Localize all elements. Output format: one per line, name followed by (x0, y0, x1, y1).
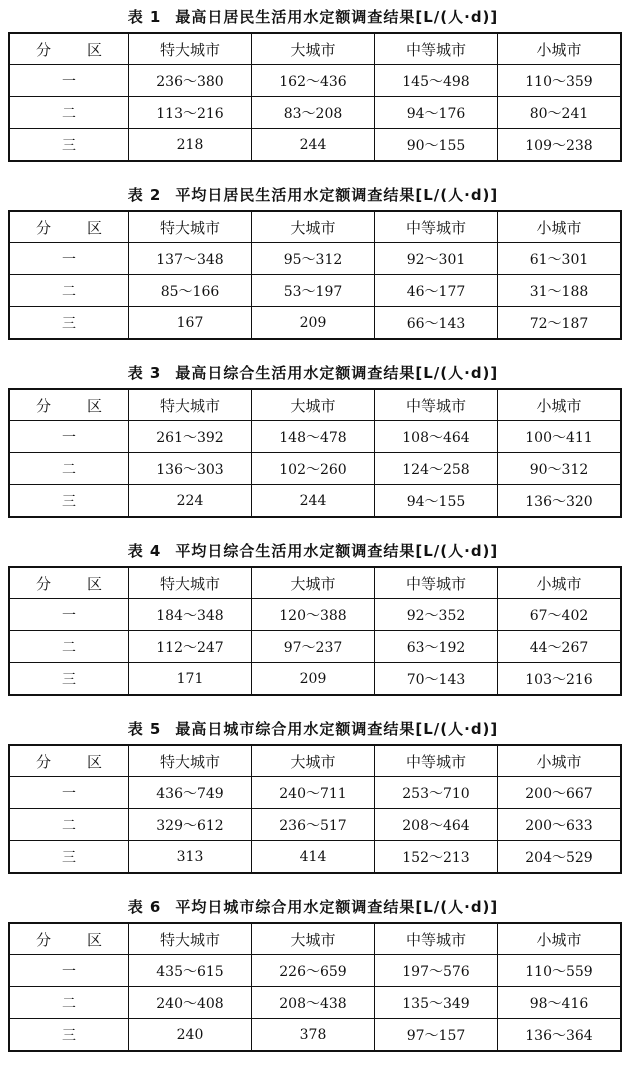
value-cell: 110～559 (498, 955, 622, 987)
value-cell: 200～667 (498, 777, 622, 809)
table-row (9, 663, 621, 696)
table-row (9, 485, 621, 518)
zone-cell: 一 (9, 955, 129, 987)
value-cell: 200～633 (498, 809, 622, 841)
water-quota-table (8, 32, 622, 162)
column-header: 小城市 (498, 567, 622, 599)
value-cell: 136～303 (129, 453, 252, 485)
zone-cell: 一 (9, 243, 129, 275)
value-cell: 102～260 (252, 453, 375, 485)
value-cell: 31～188 (498, 275, 622, 307)
table-row (9, 129, 621, 162)
value-cell: 378 (252, 1019, 375, 1052)
table-row (9, 453, 621, 485)
value-cell: 236～517 (252, 809, 375, 841)
column-header: 小城市 (498, 211, 622, 243)
value-cell: 94～155 (375, 485, 498, 518)
value-cell: 167 (129, 307, 252, 340)
value-cell: 103～216 (498, 663, 622, 696)
value-cell: 152～213 (375, 841, 498, 874)
zone-cell: 一 (9, 599, 129, 631)
table-block (8, 180, 618, 340)
value-cell: 145～498 (375, 65, 498, 97)
zone-cell: 二 (9, 631, 129, 663)
value-cell: 90～155 (375, 129, 498, 162)
table-block (8, 2, 618, 162)
value-cell: 85～166 (129, 275, 252, 307)
value-cell: 204～529 (498, 841, 622, 874)
zone-cell: 一 (9, 65, 129, 97)
value-cell: 109～238 (498, 129, 622, 162)
header-zone-char: 分 (35, 574, 51, 593)
table-row (9, 65, 621, 97)
value-cell: 44～267 (498, 631, 622, 663)
column-header: 大城市 (252, 745, 375, 777)
table-title: 最高日综合生活用水定额调查结果[L/(人·d)] (175, 364, 499, 382)
table-row (9, 599, 621, 631)
zone-cell: 二 (9, 453, 129, 485)
header-zone-char: 区 (87, 930, 103, 949)
value-cell: 240 (129, 1019, 252, 1052)
header-zone-char: 区 (87, 40, 103, 59)
column-header: 特大城市 (129, 567, 252, 599)
value-cell: 208～438 (252, 987, 375, 1019)
value-cell: 92～301 (375, 243, 498, 275)
table-title: 平均日综合生活用水定额调查结果[L/(人·d)] (175, 542, 499, 560)
table-caption (8, 536, 618, 566)
value-cell: 72～187 (498, 307, 622, 340)
table-row (9, 1019, 621, 1052)
table-number: 表 5 (127, 720, 162, 738)
zone-cell: 三 (9, 1019, 129, 1052)
header-zone (9, 567, 129, 599)
value-cell: 313 (129, 841, 252, 874)
water-quota-table (8, 388, 622, 518)
column-header: 中等城市 (375, 389, 498, 421)
water-quota-table (8, 922, 622, 1052)
table-row (9, 275, 621, 307)
header-zone-char: 区 (87, 218, 103, 237)
value-cell: 110～359 (498, 65, 622, 97)
table-header-row (9, 33, 621, 65)
value-cell: 209 (252, 663, 375, 696)
value-cell: 63～192 (375, 631, 498, 663)
water-quota-table (8, 210, 622, 340)
table-block (8, 892, 618, 1052)
header-zone (9, 923, 129, 955)
column-header: 特大城市 (129, 389, 252, 421)
column-header: 中等城市 (375, 567, 498, 599)
value-cell: 113～216 (129, 97, 252, 129)
table-number: 表 3 (127, 364, 162, 382)
value-cell: 100～411 (498, 421, 622, 453)
table-caption (8, 358, 618, 388)
zone-cell: 三 (9, 485, 129, 518)
column-header: 小城市 (498, 923, 622, 955)
header-zone (9, 389, 129, 421)
value-cell: 137～348 (129, 243, 252, 275)
value-cell: 197～576 (375, 955, 498, 987)
table-caption (8, 892, 618, 922)
value-cell: 162～436 (252, 65, 375, 97)
header-zone-char: 分 (35, 218, 51, 237)
value-cell: 135～349 (375, 987, 498, 1019)
table-row (9, 631, 621, 663)
value-cell: 136～364 (498, 1019, 622, 1052)
value-cell: 120～388 (252, 599, 375, 631)
value-cell: 92～352 (375, 599, 498, 631)
column-header: 大城市 (252, 33, 375, 65)
table-number: 表 2 (127, 186, 162, 204)
zone-cell: 二 (9, 809, 129, 841)
value-cell: 240～711 (252, 777, 375, 809)
value-cell: 436～749 (129, 777, 252, 809)
table-header-row (9, 745, 621, 777)
header-zone-char: 区 (87, 752, 103, 771)
value-cell: 112～247 (129, 631, 252, 663)
table-block (8, 536, 618, 696)
zone-cell: 三 (9, 129, 129, 162)
table-header-row (9, 211, 621, 243)
table-row (9, 307, 621, 340)
table-row (9, 809, 621, 841)
column-header: 小城市 (498, 745, 622, 777)
value-cell: 244 (252, 485, 375, 518)
value-cell: 236～380 (129, 65, 252, 97)
column-header: 大城市 (252, 389, 375, 421)
table-caption (8, 2, 618, 32)
table-caption (8, 180, 618, 210)
column-header: 特大城市 (129, 211, 252, 243)
value-cell: 61～301 (498, 243, 622, 275)
table-header-row (9, 567, 621, 599)
value-cell: 414 (252, 841, 375, 874)
value-cell: 329～612 (129, 809, 252, 841)
zone-cell: 一 (9, 777, 129, 809)
water-quota-table (8, 744, 622, 874)
header-zone-char: 分 (35, 752, 51, 771)
column-header: 大城市 (252, 567, 375, 599)
column-header: 特大城市 (129, 745, 252, 777)
table-row (9, 955, 621, 987)
value-cell: 108～464 (375, 421, 498, 453)
zone-cell: 三 (9, 307, 129, 340)
column-header: 特大城市 (129, 923, 252, 955)
value-cell: 148～478 (252, 421, 375, 453)
value-cell: 95～312 (252, 243, 375, 275)
header-zone (9, 745, 129, 777)
table-title: 平均日居民生活用水定额调查结果[L/(人·d)] (175, 186, 499, 204)
zone-cell: 二 (9, 97, 129, 129)
column-header: 大城市 (252, 211, 375, 243)
table-number: 表 1 (127, 8, 162, 26)
value-cell: 209 (252, 307, 375, 340)
header-zone (9, 33, 129, 65)
value-cell: 171 (129, 663, 252, 696)
value-cell: 224 (129, 485, 252, 518)
column-header: 中等城市 (375, 211, 498, 243)
table-row (9, 97, 621, 129)
column-header: 特大城市 (129, 33, 252, 65)
table-title: 最高日居民生活用水定额调查结果[L/(人·d)] (175, 8, 499, 26)
value-cell: 208～464 (375, 809, 498, 841)
table-block (8, 358, 618, 518)
column-header: 小城市 (498, 33, 622, 65)
value-cell: 261～392 (129, 421, 252, 453)
header-zone-char: 区 (87, 396, 103, 415)
value-cell: 97～237 (252, 631, 375, 663)
value-cell: 240～408 (129, 987, 252, 1019)
value-cell: 98～416 (498, 987, 622, 1019)
table-row (9, 777, 621, 809)
value-cell: 94～176 (375, 97, 498, 129)
value-cell: 97～157 (375, 1019, 498, 1052)
table-title: 平均日城市综合用水定额调查结果[L/(人·d)] (175, 898, 499, 916)
header-zone-char: 分 (35, 396, 51, 415)
value-cell: 70～143 (375, 663, 498, 696)
table-row (9, 421, 621, 453)
header-zone (9, 211, 129, 243)
value-cell: 253～710 (375, 777, 498, 809)
header-zone-char: 区 (87, 574, 103, 593)
value-cell: 124～258 (375, 453, 498, 485)
table-header-row (9, 389, 621, 421)
column-header: 小城市 (498, 389, 622, 421)
column-header: 中等城市 (375, 745, 498, 777)
table-number: 表 4 (127, 542, 162, 560)
zone-cell: 二 (9, 275, 129, 307)
table-row (9, 841, 621, 874)
header-zone-char: 分 (35, 930, 51, 949)
table-row (9, 987, 621, 1019)
value-cell: 66～143 (375, 307, 498, 340)
value-cell: 226～659 (252, 955, 375, 987)
zone-cell: 三 (9, 663, 129, 696)
value-cell: 46～177 (375, 275, 498, 307)
value-cell: 90～312 (498, 453, 622, 485)
value-cell: 53～197 (252, 275, 375, 307)
value-cell: 244 (252, 129, 375, 162)
column-header: 中等城市 (375, 33, 498, 65)
value-cell: 435～615 (129, 955, 252, 987)
header-zone-char: 分 (35, 40, 51, 59)
zone-cell: 一 (9, 421, 129, 453)
value-cell: 184～348 (129, 599, 252, 631)
value-cell: 136～320 (498, 485, 622, 518)
value-cell: 67～402 (498, 599, 622, 631)
value-cell: 80～241 (498, 97, 622, 129)
table-block (8, 714, 618, 874)
value-cell: 83～208 (252, 97, 375, 129)
value-cell: 218 (129, 129, 252, 162)
water-quota-table (8, 566, 622, 696)
column-header: 中等城市 (375, 923, 498, 955)
table-caption (8, 714, 618, 744)
table-header-row (9, 923, 621, 955)
zone-cell: 三 (9, 841, 129, 874)
table-title: 最高日城市综合用水定额调查结果[L/(人·d)] (175, 720, 499, 738)
column-header: 大城市 (252, 923, 375, 955)
table-row (9, 243, 621, 275)
zone-cell: 二 (9, 987, 129, 1019)
table-number: 表 6 (127, 898, 162, 916)
